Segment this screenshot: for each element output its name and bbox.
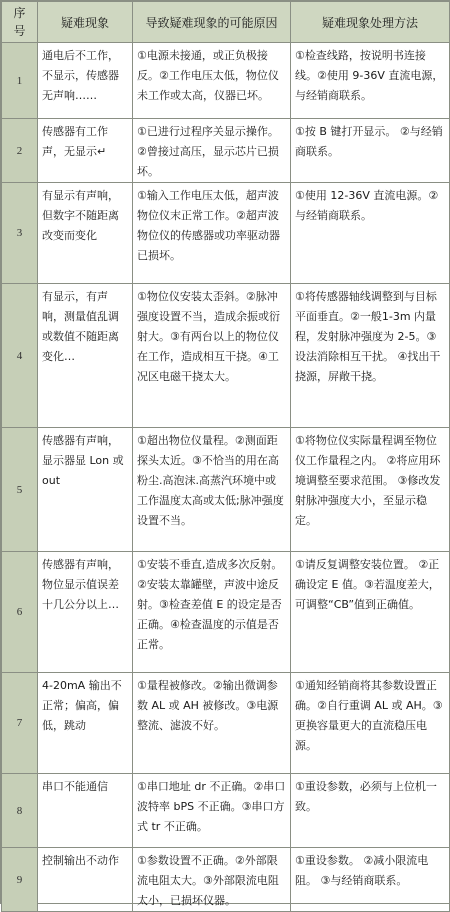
header-index: 序 号 [2, 2, 38, 43]
solution-cell: ①按 B 键打开显示。 ②与经销商联系。 [291, 119, 450, 183]
solution-cell: ①通知经销商将其参数设置正确。②自行重调 AL 或 AH。③更换容量更大的直流稳压电源。 [291, 673, 450, 774]
row-index: 6 [2, 552, 38, 673]
solution-cell: ①使用 12-36V 直流电源。②与经销商联系。 [291, 183, 450, 284]
symptom-cell: 控制输出不动作 [38, 848, 133, 912]
table-row [2, 119, 450, 183]
table-row [2, 284, 450, 428]
row-index: 9 [2, 848, 38, 912]
header-row [2, 2, 450, 43]
cause-cell: ①安装不垂直,造成多次反射。②安装太靠罐壁，声波中途反射。③检查差值 E 的设定是否正确。④检查温度的示值是否正常。 [133, 552, 291, 673]
cause-cell: ①超出物位仪量程。②测面距探头太近。③不恰当的用在高粉尘.高泡沫.高蒸汽环境中或工作温度太高或太低;脉冲强度设置不当。 [133, 428, 291, 552]
cause-cell: ①输入工作电压太低，超声波物位仪末正常工作。②超声波物位仪的传感器或功率驱动器已损坏。 [133, 183, 291, 284]
table-row [2, 43, 450, 119]
cause-cell: ①已进行过程序关显示操作。②曾接过高压，显示芯片已损坏。 [133, 119, 291, 183]
solution-cell: ①将物位仪实际量程调至物位仪工作量程之内。 ②将应用环境调整至要求范围。 ③修改发射脉冲强度大小，至显示稳定。 [291, 428, 450, 552]
symptom-cell: 有显示，有声响，测量值乱调或数值不随距离变化… [38, 284, 133, 428]
cause-cell: ①参数设置不正确。②外部限流电阻太大。③外部限流电阻太小，已损坏仪器。 [133, 848, 291, 912]
header-solution: 疑难现象处理方法 [291, 2, 450, 43]
cause-cell: ①量程被修改。②输出微调参数 AL 或 AH 被修改。③电源整流、滤波不好。 [133, 673, 291, 774]
table-row [2, 673, 450, 774]
cause-cell: ①物位仪安装太歪斜。②脉冲强度设置不当，造成余振或衍射大。③有两台以上的物位仪在工作，造成相互干挠。④工况区电磁干挠太大。 [133, 284, 291, 428]
row-index: 5 [2, 428, 38, 552]
row-index: 2 [2, 119, 38, 183]
symptom-cell: 有显示有声响，但数字不随距离改变而变化 [38, 183, 133, 284]
row-index: 7 [2, 673, 38, 774]
solution-cell: ①重设参数，必须与上位机一致。 [291, 774, 450, 848]
solution-cell: ①检查线路，按说明书连接线。②使用 9-36V 直流电源，与经销商联系。 [291, 43, 450, 119]
symptom-cell: 传感器有声响，物位显示值误差十几公分以上… [38, 552, 133, 673]
table-row [2, 848, 450, 912]
troubleshooting-table [1, 1, 450, 912]
row-index: 4 [2, 284, 38, 428]
symptom-cell: 传感器有工作声，无显示↵ [38, 119, 133, 183]
table-row [2, 552, 450, 673]
solution-cell: ①请反复调整安装位置。 ②正确设定 E 值。③若温度差大，可调整“CB”值到正确值。 [291, 552, 450, 673]
symptom-cell: 通电后不工作，不显示，传感器无声响…… [38, 43, 133, 119]
table-row [2, 774, 450, 848]
table-row [2, 183, 450, 284]
row-index: 3 [2, 183, 38, 284]
header-cause: 导致疑难现象的可能原因 [133, 2, 291, 43]
row-index: 1 [2, 43, 38, 119]
header-symptom: 疑难现象 [38, 2, 133, 43]
symptom-cell: 传感器有声响，显示器显 Lon 或out [38, 428, 133, 552]
table-row [2, 428, 450, 552]
symptom-cell: 串口不能通信 [38, 774, 133, 848]
cause-cell: ①电源未接通，或正负极接反。②工作电压太低，物位仪未工作或太高，仪器已坏。 [133, 43, 291, 119]
cause-cell: ①串口地址 dr 不正确。②串口波特率 bPS 不正确。③串口方式 tr 不正确。 [133, 774, 291, 848]
solution-cell: ①重设参数。 ②减小限流电阻。 ③与经销商联系。 [291, 848, 450, 912]
symptom-cell: 4-20mA 输出不正常；偏高，偏低，跳动 [38, 673, 133, 774]
row-index: 8 [2, 774, 38, 848]
solution-cell: ①将传感器轴线调整到与目标平面垂直。②一般1-3m 内量程，发射脉冲强度为 2-5。③设法消除相互干扰。 ④找出干挠源，屏敞干挠。 [291, 284, 450, 428]
